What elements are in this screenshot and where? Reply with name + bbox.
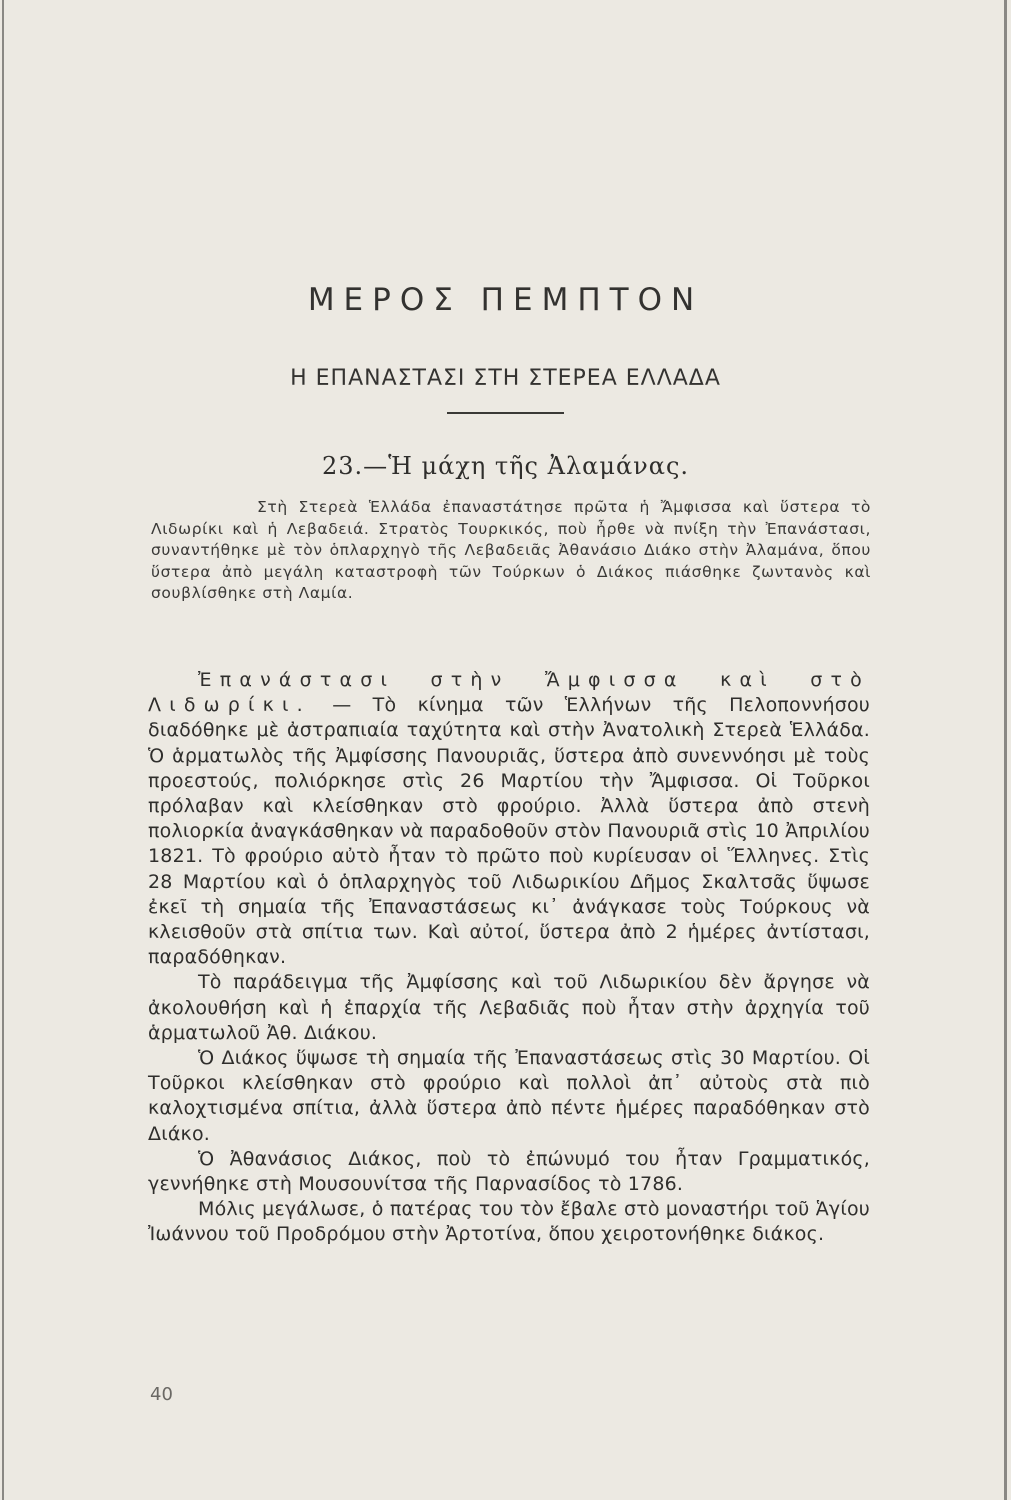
paragraph-3: Ὁ Διάκος ὕψωσε τὴ σημαία τῆς Ἐπαναστάσεως στὶς 30 Μαρτίου. Οἱ Τοῦρκοι κλείσθηκαν στὸ φρούριο καὶ πολλοὶ ἀπ᾽ αὐτοὺς στὰ πιὸ καλοχτισμένα σπίτια, ἀλλὰ ὕστερα ἀπὸ πέντε ἡμέρες παραδόθηκαν στὸ Διάκο. bbox=[148, 1047, 870, 1145]
part-title: ΜΕΡΟΣ ΠΕΜΠΤΟΝ bbox=[307, 282, 704, 318]
section-title: Η ΕΠΑΝΑΣΤΑΣΙ ΣΤΗ ΣΤΕΡΕΑ ΕΛΛΑΔΑ bbox=[290, 366, 721, 391]
chapter-summary: Στὴ Στερεὰ Ἑλλάδα ἐπαναστάτησε πρῶτα ἡ Ἄμφισσα καὶ ὕστερα τὸ Λιδωρίκι καὶ ἡ Λεβαδειά. Στρατὸς Τουρκικός, ποὺ ἦρθε νὰ πνίξη τὴν Ἐπανάστασι, συναντήθηκε μὲ τὸν ὁπλαρχηγὸ τῆς Λεβαδειᾶς Ἀθανάσιο Διάκο στὴν Ἀλαμάνα, ὅπου ὕστερα ἀπὸ μεγάλη καταστροφὴ τῶν Τούρκων ὁ Διάκος πιάσθηκε ζωντανὸς καὶ σουβλίσθηκε στὴ Λαμία. bbox=[151, 498, 871, 603]
paragraph-1-heading: Ἐπανάστασι στὴν Ἄμφισσα καὶ στὸ Λιδωρίκι. bbox=[148, 669, 870, 717]
page-edge-left bbox=[2, 0, 4, 1500]
paragraph-5: Μόλις μεγάλωσε, ὁ πατέρας του τὸν ἔβαλε στὸ μοναστήρι τοῦ Ἁγίου Ἰωάννου τοῦ Προδρόμου στὴν Ἀρτοτίνα, ὅπου χειροτονήθηκε διάκος. bbox=[148, 1198, 870, 1246]
paragraph-1-text: — Τὸ κίνημα τῶν Ἑλλήνων τῆς Πελοποννήσου διαδόθηκε μὲ ἀστραπιαία ταχύτητα καὶ στὴν Ἀνατολικὴ Στερεὰ Ἑλλάδα. Ὁ ἁρματωλὸς τῆς Ἀμφίσσης Πανουριᾶς, ὕστερα ἀπὸ συνεννόησι μὲ τοὺς προεστούς, πολιόρκησε στὶς 26 Μαρτίου τὴν Ἄμφισσα. Οἱ Τοῦρκοι πρόλαβαν καὶ κλείσθηκαν στὸ φρούριο. Ἀλλὰ ὕστερα ἀπὸ στενὴ πολιορκία ἀναγκάσθηκαν νὰ παραδοθοῦν στὸν Πανουριᾶ στὶς 10 Ἀπριλίου 1821. Τὸ φρούριο αὐτὸ ἦταν τὸ πρῶτο ποὺ κυρίευσαν οἱ Ἕλληνες. Στὶς 28 Μαρτίου καὶ ὁ ὁπλαρχηγὸς τοῦ Λιδωρικίου Δῆμος Σκαλτσᾶς ὕψωσε ἐκεῖ τὴ σημαία τῆς Ἐπαναστάσεως κι᾽ ἀνάγκασε τοὺς Τούρκους νὰ κλεισθοῦν στὰ σπίτια των. Καὶ αὐτοί, ὕστερα ἀπὸ 2 ἡμέρες ἀντίστασι, παραδόθηκαν. bbox=[148, 694, 870, 969]
paragraph-4: Ὁ Ἀθανάσιος Διάκος, ποὺ τὸ ἐπώνυμό του ἦταν Γραμματικός, γεννήθηκε στὴ Μουσουνίτσα τῆς Παρνασίδος τὸ 1786. bbox=[148, 1147, 870, 1196]
page-edge-right bbox=[1004, 0, 1007, 1500]
chapter-title: 23.—Ἡ μάχη τῆς Ἀλαμάνας. bbox=[321, 452, 690, 480]
page-number: 40 bbox=[150, 1384, 173, 1405]
body-text bbox=[148, 668, 870, 1248]
title-divider bbox=[447, 412, 564, 414]
paragraph-1 bbox=[148, 668, 870, 970]
paragraph-2: Τὸ παράδειγμα τῆς Ἀμφίσσης καὶ τοῦ Λιδωρικίου δὲν ἄργησε νὰ ἀκολουθήση καὶ ἡ ἐπαρχία τῆς Λεβαδιᾶς ποὺ ἦταν στὴν ἀρχηγία τοῦ ἁρματωλοῦ Ἀθ. Διάκου. bbox=[148, 971, 870, 1044]
